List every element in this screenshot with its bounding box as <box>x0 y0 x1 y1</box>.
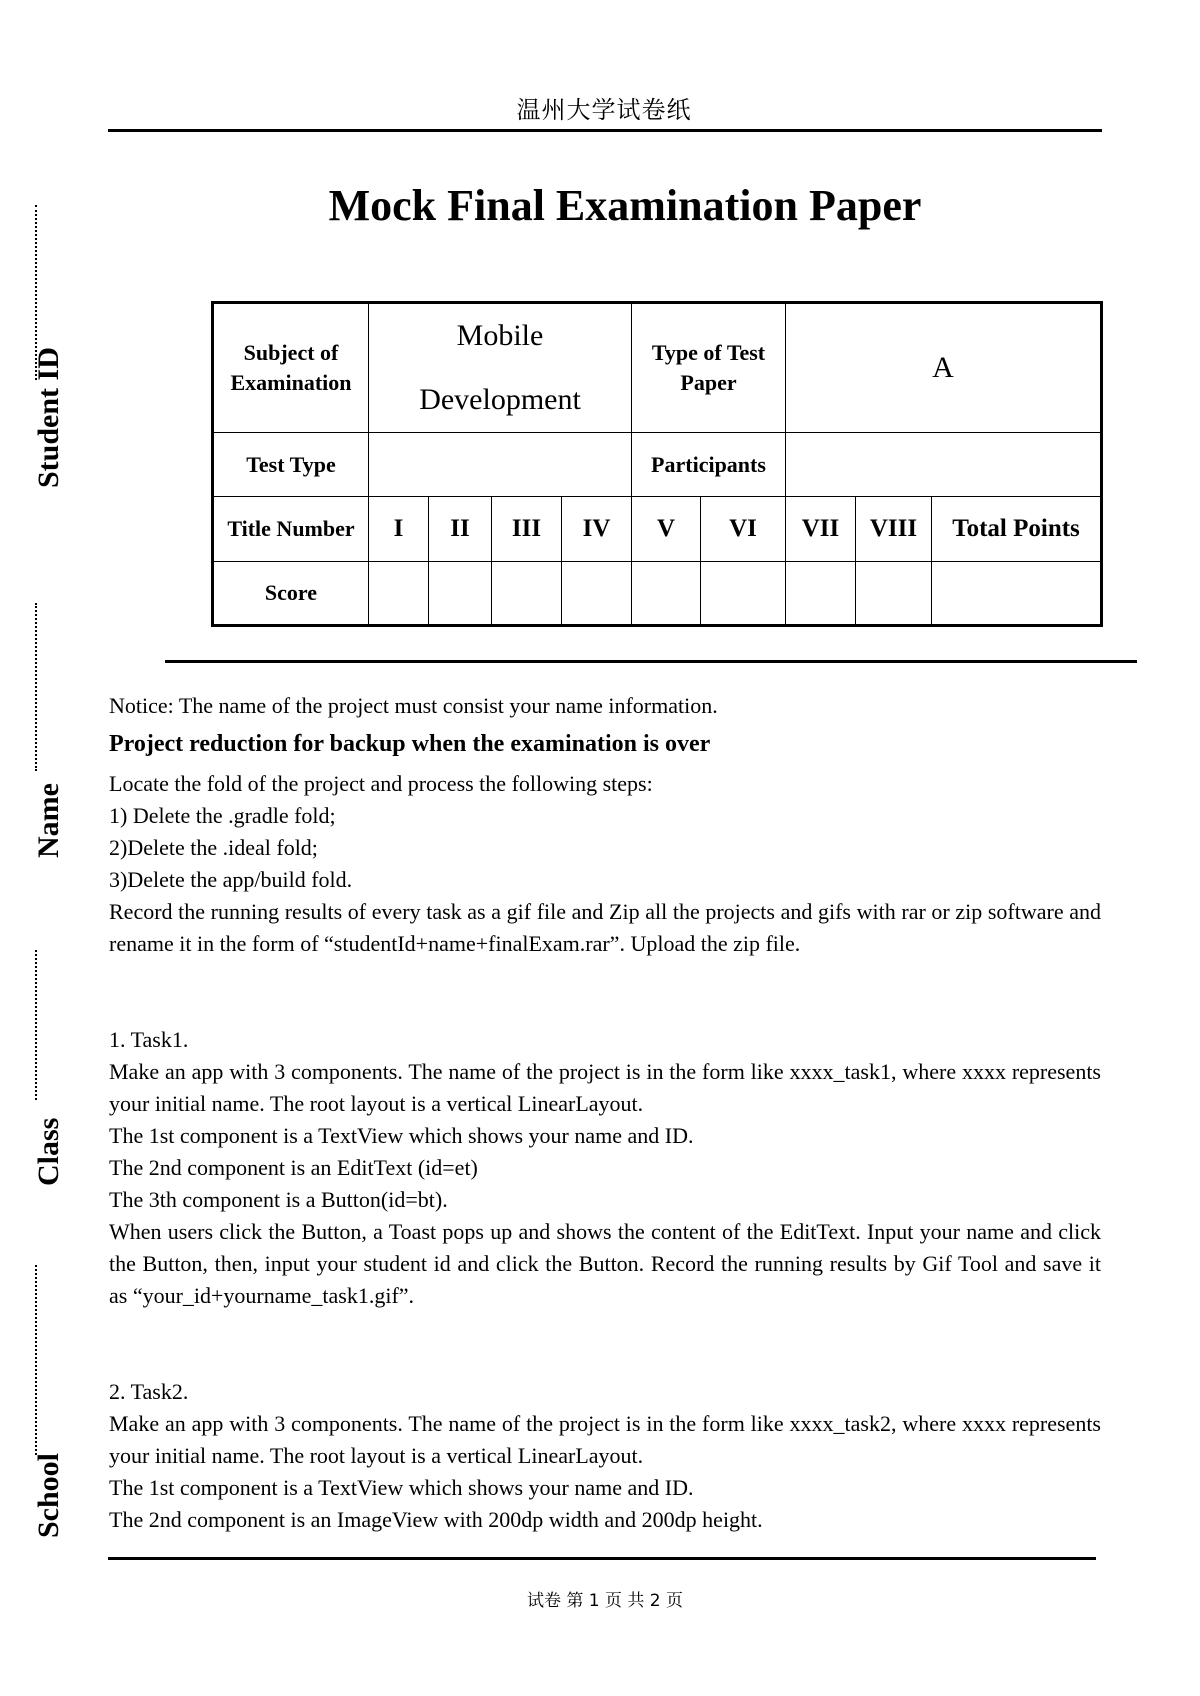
exam-info-table <box>211 301 1103 627</box>
score-cell <box>932 562 1102 626</box>
section-divider <box>165 660 1137 663</box>
task1-line: Make an app with 3 components. The name of the project is in the form like xxxx_task1, where xxxx represents your initial name. The root layout is a vertical LinearLayout. <box>109 1059 1101 1116</box>
test-type-value <box>369 433 632 497</box>
record-instructions: Record the running results of every task as a gif file and Zip all the projects and gifs with rar or zip software and rename it in the form of “studentId+name+finalExam.rar”. Upload the zip file. <box>109 899 1101 956</box>
header-divider <box>108 129 1102 132</box>
task1-title: 1. Task1. <box>109 1027 189 1052</box>
test-type-label: Test Type <box>213 433 369 497</box>
score-cell <box>701 562 786 626</box>
title-number-cell: VIII <box>856 497 932 562</box>
participants-label: Participants <box>632 433 786 497</box>
score-cell <box>786 562 856 626</box>
score-label: Score <box>213 562 369 626</box>
binding-line <box>35 950 37 1100</box>
task2-line: The 2nd component is an ImageView with 200dp width and 200dp height. <box>109 1507 763 1532</box>
binding-line <box>35 1265 37 1455</box>
title-number-label: Title Number <box>213 497 369 562</box>
subject-value-line2: Development <box>419 383 581 416</box>
title-number-cell: IV <box>562 497 632 562</box>
step-item: 3)Delete the app/build fold. <box>109 867 353 892</box>
total-points-label: Total Points <box>932 497 1102 562</box>
step-item: 2)Delete the .ideal fold; <box>109 835 318 860</box>
side-label-school: School <box>32 1452 65 1538</box>
type-label: Type of Test Paper <box>632 303 786 433</box>
title-number-cell: II <box>429 497 492 562</box>
exam-content <box>109 690 1101 1536</box>
page-title: Mock Final Examination Paper <box>328 181 922 230</box>
subject-label: Subject of Examination <box>213 303 369 433</box>
subject-value-line1: Mobile <box>456 319 544 352</box>
title-number-cell: III <box>492 497 562 562</box>
type-value: A <box>786 303 1102 433</box>
score-cell <box>562 562 632 626</box>
title-number-cell: V <box>632 497 701 562</box>
subject-value <box>369 303 632 433</box>
side-label-class: Class <box>32 1117 65 1186</box>
score-cell <box>429 562 492 626</box>
side-label-student-id: Student ID <box>32 347 65 488</box>
page-number: 试卷 第 1 页 共 2 页 <box>526 1591 684 1611</box>
task2-title: 2. Task2. <box>109 1379 189 1404</box>
task1-line: The 3th component is a Button(id=bt). <box>109 1187 448 1212</box>
side-label-name: Name <box>32 783 65 858</box>
title-number-cell: VI <box>701 497 786 562</box>
score-cell <box>632 562 701 626</box>
section-heading: Project reduction for backup when the examination is over <box>109 731 711 757</box>
score-cell <box>492 562 562 626</box>
title-number-cell: I <box>369 497 429 562</box>
footer-divider <box>108 1557 1096 1560</box>
score-cell <box>856 562 932 626</box>
binding-line <box>35 603 37 771</box>
header-title: 温州大学试卷纸 <box>516 96 692 124</box>
notice: Notice: The name of the project must consist your name information. <box>109 693 718 718</box>
task2-line: The 1st component is a TextView which shows your name and ID. <box>109 1475 694 1500</box>
task1-line: When users click the Button, a Toast pops up and shows the content of the EditText. Input your name and click the Button, then, input your student id and click the Button. Record the running results by Gif Tool and save it as “your_id+yourname_task1.gif”. <box>109 1219 1101 1308</box>
title-number-cell: VII <box>786 497 856 562</box>
task2-line: Make an app with 3 components. The name of the project is in the form like xxxx_task2, where xxxx represents your initial name. The root layout is a vertical LinearLayout. <box>109 1411 1101 1468</box>
score-cell <box>369 562 429 626</box>
intro-text: Locate the fold of the project and process the following steps: <box>109 771 653 796</box>
task1-line: The 1st component is a TextView which shows your name and ID. <box>109 1123 694 1148</box>
task1-line: The 2nd component is an EditText (id=et) <box>109 1155 478 1180</box>
step-item: 1) Delete the .gradle fold; <box>109 803 336 828</box>
participants-value <box>786 433 1102 497</box>
